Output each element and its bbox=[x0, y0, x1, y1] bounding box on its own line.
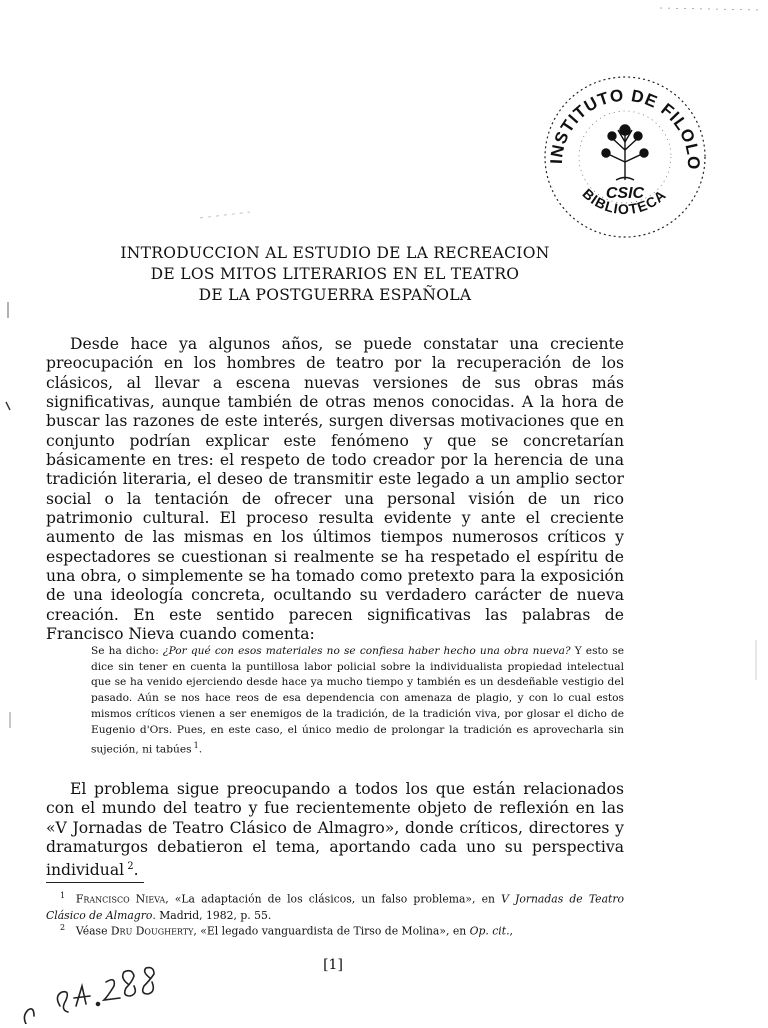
footnote-2 bbox=[46, 920, 624, 940]
footnote-2-number: 2 bbox=[60, 923, 66, 932]
handwritten-reference bbox=[20, 966, 190, 1024]
paragraph-2-text: El problema sigue preocupando a todos los que están relacionados con el mundo del teatro y fue recientemente objeto de reflexión en las «V Jornadas de Teatro Clásico de Almagro», donde críticos, directores y dramaturgos debatieron el tema, aportando cada uno su perspectiva individual bbox=[46, 780, 624, 880]
footnote-2-text-end: , bbox=[509, 924, 513, 938]
paragraph-2-end: . bbox=[133, 861, 139, 880]
title-line-3: DE LA POSTGUERRA ESPAÑOLA bbox=[198, 286, 472, 304]
quote-lead: Se ha dicho: bbox=[91, 645, 163, 657]
footnote-2-author: Dru Dougherty bbox=[110, 924, 194, 938]
footnote-2-text: , «El legado vanguardista de Tirso de Molina», en bbox=[193, 924, 470, 938]
quote-italic: ¿Por qué con esos materiales no se confiesa haber hecho una obra nueva? bbox=[162, 645, 571, 657]
block-quote bbox=[91, 644, 624, 758]
quote-text: Y esto se dice sin tener en cuenta la puntillosa labor policial sobre la individualista propiedad intelectual que se ha venido ejerciendo desde hace ya mucho tiempo y también es un desdeñable vestigio del pasado. Aún se nos hace reos de esa dependencia con amenaza de plagio, y con lo cual estos mismos críticos vienen a ser enemigos de la tradición, de la tradición viva, por glosar el dicho de Eugenio d'Ors. Pues, en este caso, el único medio de prolongar la tradición es aprovecharla sin sujeción, ni tabúes bbox=[91, 645, 624, 756]
svg-text:INSTITUTO DE FILOLOGIA bbox=[540, 72, 703, 170]
footnote-1-author: Francisco Nieva bbox=[75, 892, 166, 906]
stamp-center-text: CSIC bbox=[605, 185, 645, 202]
footnote-1-text-end: . Madrid, 1982, p. 55. bbox=[152, 909, 272, 923]
stamp-bottom-text: BIBLIOTECA bbox=[579, 185, 670, 218]
footnote-ref-1: 1 bbox=[193, 741, 199, 751]
title-line-2: DE LOS MITOS LITERARIOS EN EL TEATRO bbox=[150, 265, 520, 283]
title-line-1: INTRODUCCION AL ESTUDIO DE LA RECREACION bbox=[120, 244, 550, 262]
footnote-1-text: , «La adaptación de los clásicos, un falso problema», en bbox=[165, 892, 502, 906]
article-title bbox=[100, 243, 570, 306]
footnote-ref-2: 2 bbox=[127, 861, 134, 873]
body-paragraph-1: Desde hace ya algunos años, se puede constatar una creciente preocupación en los hombres de teatro por la recuperación de los clásicos, al llevar a escena nuevas versiones de sus obras más significativas, aunque también de otras menos conocidas. A la hora de buscar las razones de este interés, surgen diversas motivaciones que en conjunto podrían explicar este fenómeno y que se concretarían básicamente en tres: el respeto de todo creador por la herencia de una tradición literaria, el deseo de transmitir este legado a un amplio sector social o la tentación de ofrecer una personal visión de un rico patrimonio cultural. El proceso resulta evidente y ante el creciente aumento de las mismas en los últimos tiempos numerosos críticos y espectadores se cuestionan si realmente se ha respetado el espíritu de una obra, o simplemente se ha tomado como pretexto para la exposición de una ideología concreta, ocultando su verdadero carácter de nueva creación. En este sentido parecen significativas las palabras de Francisco Nieva cuando comenta: bbox=[46, 335, 624, 644]
footnote-2-italic: Op. cit. bbox=[469, 924, 510, 938]
footnote-1-italic: V Jornadas de Teatro Clásico de Almagro bbox=[46, 892, 625, 923]
library-stamp bbox=[540, 72, 710, 242]
tree-emblem-icon bbox=[602, 125, 648, 180]
stamp-ring-text: INSTITUTO DE FILOLO bbox=[546, 85, 704, 171]
page-number: [1] bbox=[323, 957, 343, 973]
footnote-divider bbox=[46, 882, 144, 883]
body-paragraph-2 bbox=[46, 780, 624, 881]
footnote-1-number: 1 bbox=[60, 891, 66, 900]
quote-end: . bbox=[198, 743, 203, 756]
footnote-2-lead: Véase bbox=[75, 924, 111, 938]
